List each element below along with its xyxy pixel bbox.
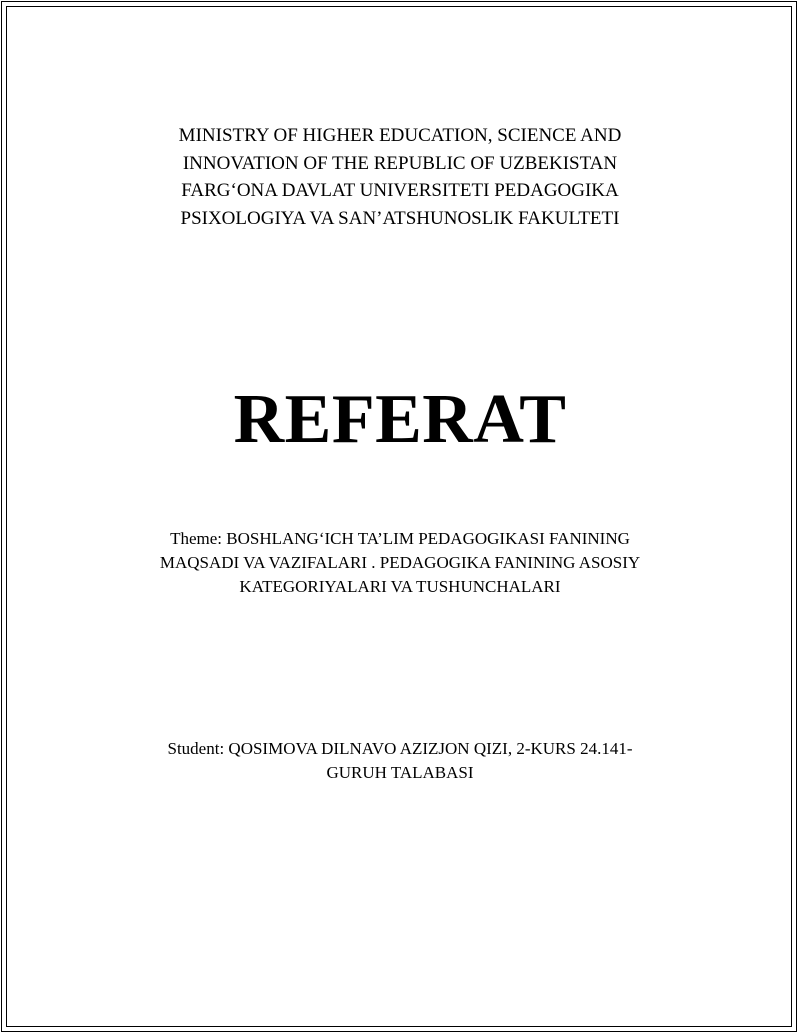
student-line: GURUH TALABASI <box>326 763 474 782</box>
theme-line: Theme: BOSHLANG‘ICH TA’LIM PEDAGOGIKASI FANINING <box>170 529 630 548</box>
header-line: INNOVATION OF THE REPUBLIC OF UZBEKISTAN <box>182 152 618 174</box>
header-line: FARG‘ONA DAVLAT UNIVERSITETI PEDAGOGIKA <box>181 180 619 201</box>
institution-header <box>0 122 800 232</box>
theme-line: KATEGORIYALARI VA TUSHUNCHALARI <box>239 577 561 596</box>
student-block <box>0 737 800 785</box>
header-line: MINISTRY OF HIGHER EDUCATION, SCIENCE AND <box>178 125 622 146</box>
theme-line: MAQSADI VA VAZIFALARI . PEDAGOGIKA FANINING ASOSIY <box>159 553 641 572</box>
theme-block <box>0 527 800 599</box>
document-title: REFERAT <box>233 381 567 458</box>
header-line: PSIXOLOGIYA VA SAN’ATSHUNOSLIK FAKULTETI <box>180 207 620 229</box>
student-line: Student: QOSIMOVA DILNAVO AZIZJON QIZI, 2-KURS 24.141- <box>167 739 633 758</box>
